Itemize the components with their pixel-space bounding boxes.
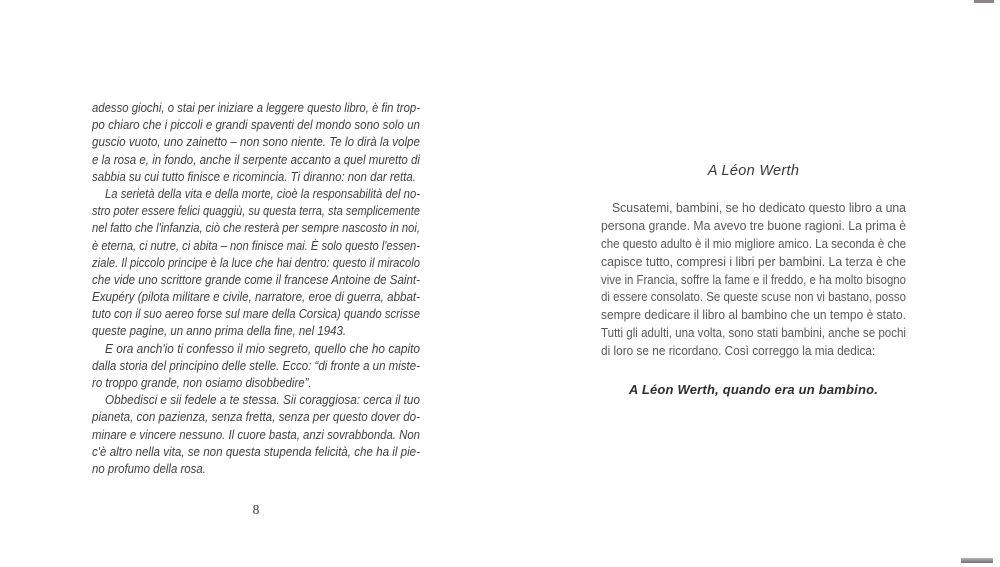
text-line: no profumo della rosa.	[92, 460, 206, 476]
dedication-title: A Léon Werth	[707, 163, 800, 179]
text-line: vive in Francia, soffre la fame e il freddo, e ha molto bisogno	[601, 271, 907, 287]
text-line: Exupéry (pilota militare e civile, narratore, eroe di guerra, abbat-	[92, 289, 421, 305]
text-line: c'è altro nella vita, se non questa stupenda felicità, che ha il pie-	[92, 443, 421, 459]
text-line: che vide uno scrittore grande come il francese Antoine de Saint-	[92, 271, 420, 287]
text-line: e la rosa e, in fondo, anche il serpente accanto a quel muretto di	[92, 151, 420, 167]
text-line: La serietà della vita e della morte, cioè la responsabilità del no-	[105, 185, 420, 201]
text-line: di essere consolato. Se queste scuse non vi bastano, posso	[601, 289, 907, 305]
text-line: E ora anch'io ti confesso il mio segreto, quello che ho capito	[105, 340, 420, 356]
text-line: po chiaro che i piccoli e grandi spaventi del mondo sono solo un	[92, 117, 420, 133]
text-line: di loro se ne ricordano. Così correggo la mia dedica:	[601, 343, 876, 359]
text-line: capisce tutto, compresi i libri per bambini. La terza è che	[601, 253, 907, 269]
text-line: guscio vuoto, uno zainetto – non sono niente. Te lo dirà la volpe	[92, 134, 420, 150]
text-line: tuto con il suo aereo forse sul mare della Corsica) quando scrisse	[92, 306, 421, 322]
text-line: sempre dedicare il libro al bambino che un tempo è stato.	[601, 307, 906, 323]
text-line: che questo adulto è il mio migliore amico. La seconda è che	[601, 235, 906, 251]
scan-artifact-top-right	[974, 0, 994, 3]
text-line: è eterna, ci nutre, ci abita – non finisce mai. È solo questo l'essen-	[92, 237, 421, 253]
text-line: ro troppo grande, non osiamo disobbedire”.	[92, 375, 312, 390]
page-number: 8	[252, 502, 260, 517]
text-line: sabbia su cui tutto finisce e ricomincia. Ti diranno: non dar retta.	[92, 168, 416, 184]
text-line: dalla storia del principino delle stelle. Ecco: “di fronte a un miste-	[92, 357, 420, 373]
left-text-column	[92, 99, 420, 477]
text-line: nel fatto che l'infanzia, ciò che resterà per sempre nascosto in noi,	[92, 220, 420, 236]
text-line: pianeta, con pazienza, senza fretta, senza per questo dover do-	[92, 409, 420, 425]
text-line: minare e vincere nessuno. Il cuore basta, anzi sovrabbonda. Non	[92, 426, 420, 442]
text-line: queste pagine, un anno prima della fine, nel 1943.	[92, 323, 347, 339]
text-line: ziale. Il piccolo principe è la luce che hai dentro: questo il miracolo	[92, 254, 420, 270]
text-line: Scusatemi, bambini, se ho dedicato questo libro a una	[612, 200, 907, 215]
right-text-column	[601, 199, 906, 360]
text-line: adesso giochi, o stai per iniziare a leggere questo libro, è fin trop-	[92, 100, 420, 115]
text-line: stro poter essere felici quaggiù, su questa terra, sta semplicemente	[92, 203, 420, 219]
scan-artifact-bottom-right	[961, 558, 993, 563]
text-line: Tutti gli adulti, una volta, sono stati bambini, anche se pochi	[601, 325, 907, 341]
dedication-closing-line: A Léon Werth, quando era un bambino.	[628, 382, 879, 397]
text-line: persona grande. Ma avevo tre buone ragioni. La prima è	[601, 217, 907, 233]
text-line: Obbedisci e sii fedele a te stessa. Sii coraggiosa: cerca il tuo	[105, 392, 420, 408]
